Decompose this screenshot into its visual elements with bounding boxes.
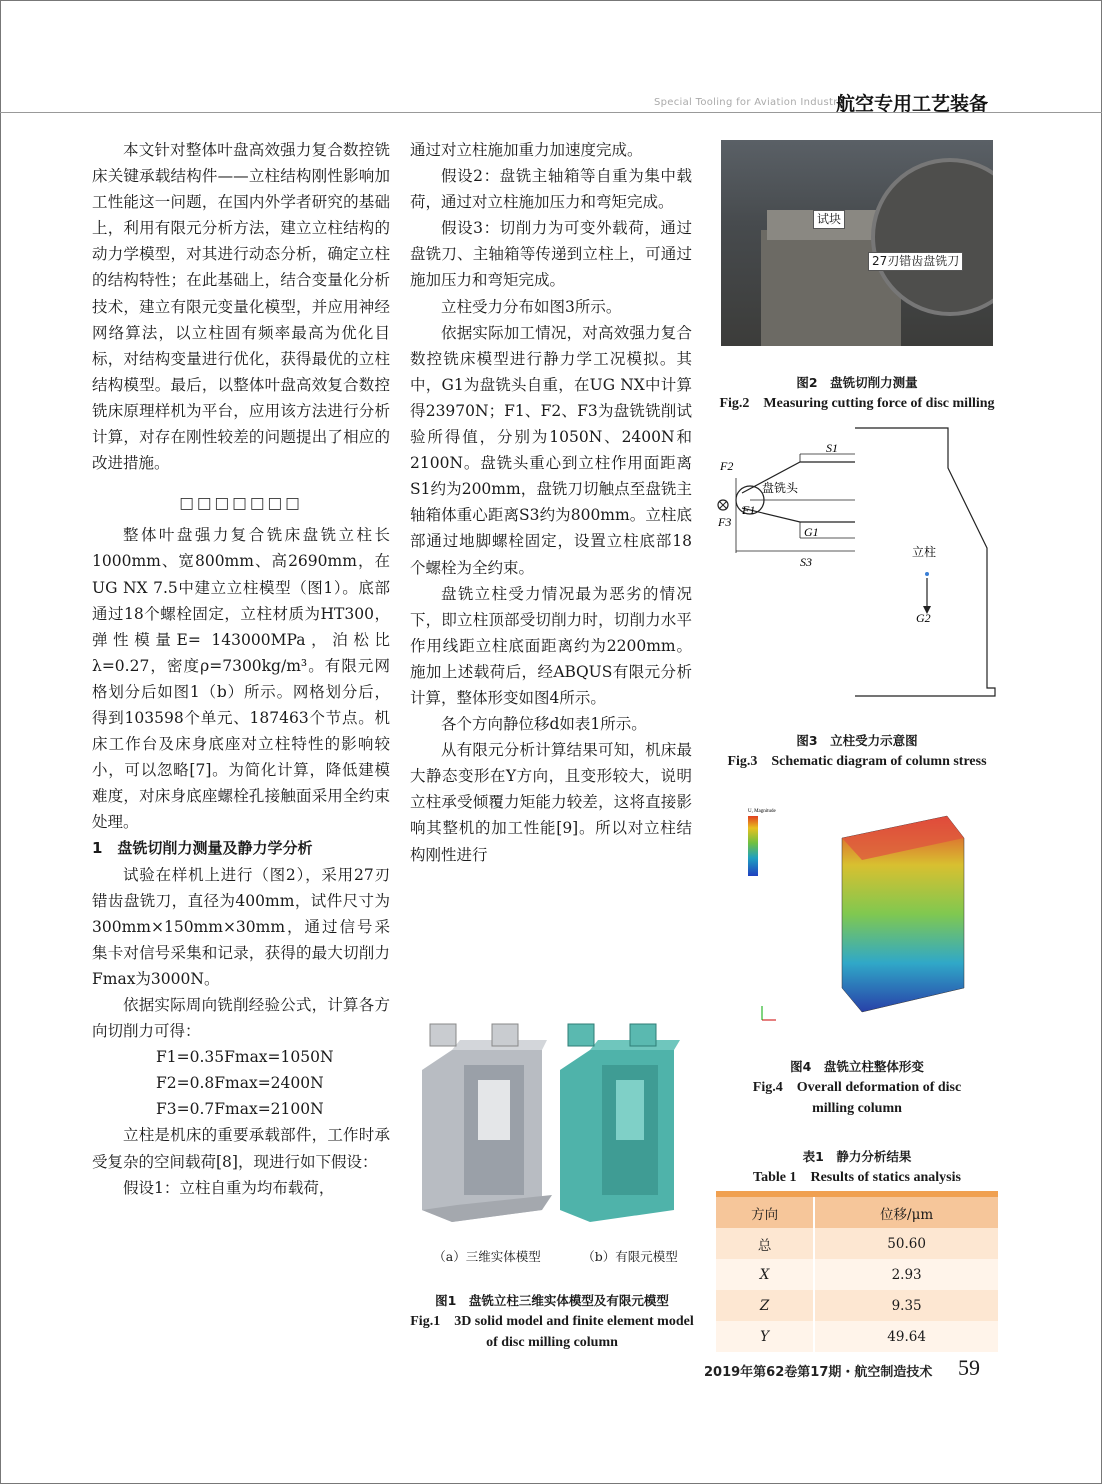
- paragraph: 假设1：立柱自重为均布载荷，: [123, 1178, 335, 1197]
- paragraph: 本文针对整体叶盘高效强力复合数控铣床关键承载结构件——立柱结构刚性影响加工性能这一问题，在国内外学者研究的基础上，利用有限元分析方法，建立立柱结构的动力学模型，对其进行动态分析，确定立柱的结构特性；在此基础上，结合变量化分析技术，建立有限元变量化模型，并应用神经网络算法，以立柱固有频率最高为优化目标，对结构变量进行优化，获得最优的立柱结构模型。最后，以整体叶盘高效复合数控铣床原理样机为平台，应用该方法进行分析计算，对存在刚性较差的问题提出了相应的改进措施。: [92, 141, 390, 473]
- paragraph: 依据实际加工情况，对高效强力复合数控铣床模型进行静力学工况模拟。其中，G1为盘铣头自重，在UG NX中计算得23970N；F1、F2、F3为盘铣铣削试验所得值，分别为1050N、2400N和2100N。盘铣头重心到立柱作用面距离S1约为200mm，盘铣刀切触点至盘铣主轴箱体重心距离S3约为800mm。立柱底部通过地脚螺栓固定，设置立柱底部18个螺栓为全约束。: [410, 323, 692, 577]
- table-header-row: [716, 1194, 998, 1228]
- text-column-1: [92, 137, 390, 1201]
- paragraph: 假设3：切削力为可变外载荷，通过盘铣刀、主轴箱等传递到立柱上，可通过施加压力和弯矩完成。: [410, 219, 692, 290]
- journal-name-cn: 航空专用工艺装备: [836, 93, 989, 115]
- paragraph: 试验在样机上进行（图2），采用27刃错齿盘铣刀，直径为400mm，试件尺寸为300mm×150mm×30mm，通过信号采集卡对信号采集和记录，获得的最大切削力Fmax为3000N。: [92, 865, 390, 988]
- text-column-2: [410, 137, 692, 868]
- cell-direction: Y: [716, 1321, 814, 1352]
- table-row: [716, 1290, 998, 1321]
- figure-4-image: [742, 798, 982, 1038]
- figure-3-caption-en: Fig.3 Schematic diagram of column stress: [727, 754, 987, 769]
- label-S1: S1: [826, 441, 838, 455]
- figure-2-photo: [721, 140, 993, 346]
- table-row: [716, 1259, 998, 1290]
- paragraph: 立柱受力分布如图3所示。: [441, 297, 622, 316]
- label-head: 盘铣头: [762, 481, 799, 495]
- cell-value: 49.64: [814, 1321, 998, 1352]
- figure-4-caption-en: Fig.4 Overall deformation of disc: [752, 1080, 962, 1095]
- label-G2: G2: [916, 611, 931, 625]
- cell-value: 50.60: [814, 1228, 998, 1259]
- figure-1-caption-en-2: of disc milling column: [486, 1335, 618, 1350]
- figure-1-caption: [404, 1290, 700, 1353]
- finite-element-model-image: [560, 1024, 680, 1222]
- journal-name-en: Special Tooling for Aviation Industry: [654, 97, 844, 108]
- head-top: [742, 462, 855, 493]
- paragraph: 立柱是机床的重要承载部件，工作时承受复杂的空间载荷[8]，现进行如下假设：: [92, 1126, 390, 1171]
- paragraph: 从有限元分析计算结果可知，机床最大静态变形在Y方向，且变形较大，说明立柱承受倾覆力矩能力较差，这将直接影响其整机的加工性能[9]。所以对立柱结构刚性进行: [410, 741, 692, 864]
- paragraph: 假设2：盘铣主轴箱等自重为集中载荷，通过对立柱施加压力和弯矩完成。: [410, 167, 692, 212]
- paragraph: 整体叶盘强力复合铣床盘铣立柱长1000mm、宽800mm、高2690mm，在UG NX 7.5中建立立柱模型（图1）。底部通过18个螺栓固定，立柱材质为HT300，弹性模量E= 143000MPa，泊松比λ=0.27，密度ρ=7300kg/m³。有限元网格划分后如图1（b）所示。网格划分后，得到103598个单元、187463个节点。机床工作台及床身底座对立柱特性的影响较小，可以忽略[7]。为简化计算，降低建模难度，对床身底座螺栓孔接触面采用全约束处理。: [92, 526, 390, 832]
- table-1-caption-en: Table 1 Results of statics analysis: [753, 1170, 961, 1185]
- label-S3: S3: [800, 555, 812, 569]
- cell-direction: X: [716, 1259, 814, 1290]
- label-column: 立柱: [912, 545, 937, 559]
- column-outline: [855, 428, 995, 696]
- equation: F2=0.8Fmax=2400N: [156, 1074, 324, 1093]
- label-F1: F1: [742, 503, 756, 517]
- table-row: [716, 1321, 998, 1352]
- table-1-caption-cn: 表1 静力分析结果: [802, 1149, 912, 1164]
- cell-direction: Z: [716, 1290, 814, 1321]
- paragraph: 依据实际周向铣削经验公式，计算各方向切削力可得：: [92, 996, 390, 1041]
- paragraph: 盘铣立柱受力情况最为恶劣的情况下，即立柱顶部受切削力时，切削力水平作用线距立柱底面距离约为2200mm。施加上述载荷后，经ABQUS有限元分析计算，整体形变如图4所示。: [410, 584, 692, 707]
- legend-bar: [748, 816, 758, 876]
- equation: F1=0.35Fmax=1050N: [156, 1048, 334, 1067]
- figure-3-caption-cn: 图3 立柱受力示意图: [796, 733, 918, 748]
- figure-4-caption-cn: 图4 盘铣立柱整体形变: [790, 1059, 924, 1074]
- figure-3-diagram: [712, 418, 1002, 713]
- footer-journal-issue: 2019年第62卷第17期・航空制造技术: [704, 1365, 933, 1380]
- header-displacement: 位移/μm: [814, 1194, 998, 1228]
- cell-direction: 总: [716, 1228, 814, 1259]
- section-heading-garbled: □□□□□□□: [179, 494, 303, 513]
- cell-value: 9.35: [814, 1290, 998, 1321]
- figure-2-caption-en: Fig.2 Measuring cutting force of disc milling: [719, 396, 995, 411]
- section-heading: 1 盘铣切削力测量及静力学分析: [92, 839, 313, 858]
- label-F2: F2: [720, 459, 734, 473]
- table-row: [716, 1228, 998, 1259]
- table-1-caption: [712, 1146, 1002, 1188]
- figure-1-caption-cn: 图1 盘铣立柱三维实体模型及有限元模型: [435, 1293, 669, 1308]
- solid-model-image: [422, 1024, 552, 1222]
- header-rule: [0, 112, 1102, 113]
- legend-title: U, Magnitude: [748, 809, 776, 814]
- figure-2-caption: [712, 372, 1002, 414]
- figure-4-caption-en-2: milling column: [812, 1101, 902, 1116]
- cell-value: 2.93: [814, 1259, 998, 1290]
- figure-1-images: [412, 1010, 692, 1235]
- equation: F3=0.7Fmax=2100N: [156, 1100, 324, 1119]
- figure-1-subcaption-b: （b）有限元模型: [582, 1249, 678, 1264]
- header-direction: 方向: [716, 1194, 814, 1228]
- label-F3: F3: [718, 515, 732, 529]
- page-number: 59: [958, 1355, 980, 1380]
- cutter-label: 27刃错齿盘铣刀: [868, 252, 963, 271]
- figure-2-caption-cn: 图2 盘铣切削力测量: [796, 375, 918, 390]
- results-table: [716, 1191, 998, 1352]
- figure-1-caption-en: Fig.1 3D solid model and finite element model: [410, 1314, 694, 1329]
- paragraph: 各个方向静位移d如表1所示。: [441, 715, 647, 734]
- label-G1: G1: [804, 525, 819, 539]
- figure-1-subcaption-a: （a）三维实体模型: [433, 1249, 541, 1264]
- figure-3-caption: [712, 730, 1002, 772]
- figure-4-caption: [712, 1056, 1002, 1119]
- test-block-label: 试块: [813, 210, 845, 229]
- paragraph: 通过对立柱施加重力加速度完成。: [410, 141, 643, 159]
